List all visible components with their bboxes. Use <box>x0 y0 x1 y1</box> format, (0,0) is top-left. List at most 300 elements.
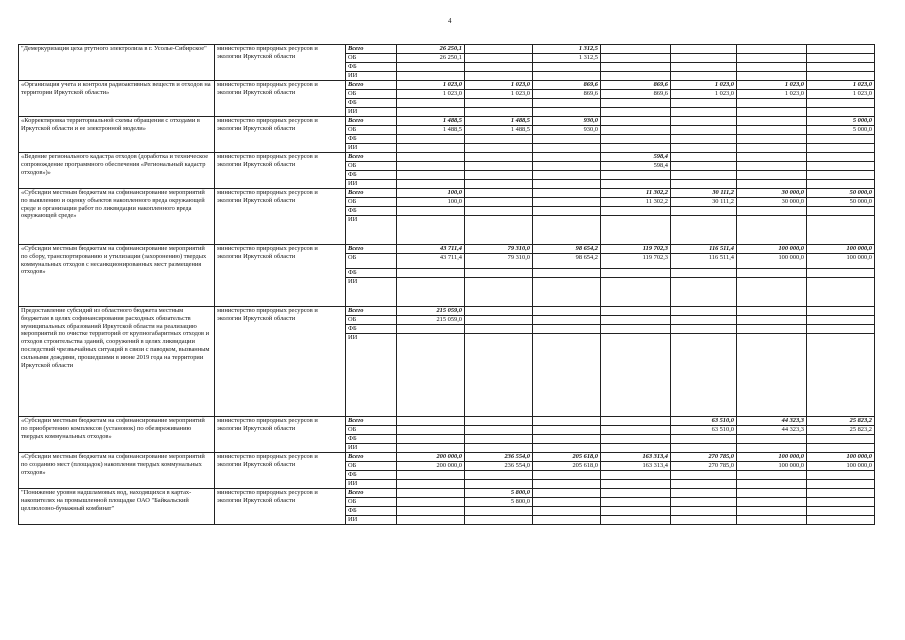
funding-source: ИИ <box>346 480 397 489</box>
funding-source: ИИ <box>346 216 397 245</box>
amount-cell <box>601 435 671 444</box>
funding-source: ОБ <box>346 316 397 325</box>
funding-source: ИИ <box>346 180 397 189</box>
amount-cell <box>601 471 671 480</box>
amount-cell: 26 250,1 <box>397 45 465 54</box>
amount-cell <box>671 171 737 180</box>
amount-cell <box>671 63 737 72</box>
funding-source: Всего <box>346 189 397 198</box>
amount-cell: 79 310,0 <box>465 245 533 254</box>
amount-cell <box>807 99 875 108</box>
amount-cell: 25 823,2 <box>807 426 875 435</box>
amount-cell <box>601 45 671 54</box>
responsible-body: министерство природных ресурсов и экологии Иркутской области <box>215 81 346 117</box>
amount-cell <box>533 417 601 426</box>
amount-cell: 1 488,5 <box>465 117 533 126</box>
amount-cell <box>397 162 465 171</box>
amount-cell <box>737 171 807 180</box>
amount-cell: 30 000,0 <box>737 189 807 198</box>
funding-source: Всего <box>346 245 397 254</box>
table-row <box>19 453 875 462</box>
amount-cell: 100 000,0 <box>807 462 875 471</box>
amount-cell <box>601 216 671 245</box>
amount-cell <box>397 417 465 426</box>
responsible-body: министерство природных ресурсов и экологии Иркутской области <box>215 153 346 189</box>
amount-cell <box>671 471 737 480</box>
amount-cell <box>737 316 807 325</box>
amount-cell <box>533 108 601 117</box>
amount-cell <box>533 278 601 307</box>
amount-cell <box>737 162 807 171</box>
amount-cell <box>671 435 737 444</box>
amount-cell <box>601 507 671 516</box>
table-row <box>19 307 875 316</box>
funding-source: ОБ <box>346 254 397 269</box>
amount-cell <box>671 180 737 189</box>
amount-cell <box>807 54 875 63</box>
amount-cell <box>671 507 737 516</box>
amount-cell: 100 000,0 <box>807 245 875 254</box>
amount-cell: 1 023,0 <box>737 90 807 99</box>
amount-cell <box>737 180 807 189</box>
amount-cell: 1 023,0 <box>397 90 465 99</box>
amount-cell <box>465 63 533 72</box>
amount-cell <box>671 99 737 108</box>
funding-source: ОБ <box>346 54 397 63</box>
amount-cell <box>601 144 671 153</box>
amount-cell <box>533 207 601 216</box>
amount-cell <box>601 207 671 216</box>
amount-cell: 1 023,0 <box>737 81 807 90</box>
amount-cell <box>533 99 601 108</box>
amount-cell <box>737 498 807 507</box>
amount-cell <box>465 516 533 525</box>
amount-cell: 43 711,4 <box>397 254 465 269</box>
amount-cell: 869,6 <box>533 90 601 99</box>
amount-cell <box>671 307 737 316</box>
amount-cell <box>671 162 737 171</box>
amount-cell <box>671 216 737 245</box>
amount-cell <box>807 216 875 245</box>
amount-cell <box>671 144 737 153</box>
amount-cell <box>807 153 875 162</box>
amount-cell: 205 618,0 <box>533 462 601 471</box>
event-description: «Ведение регионального кадастра отходов (доработка и техническое сопровождение программного обеспечения «Региональный кадастр отходов»)» <box>19 153 215 189</box>
amount-cell <box>601 516 671 525</box>
amount-cell: 100,0 <box>397 189 465 198</box>
amount-cell <box>533 334 601 417</box>
amount-cell <box>737 334 807 417</box>
funding-source: ОБ <box>346 126 397 135</box>
funding-source: ФБ <box>346 135 397 144</box>
amount-cell <box>601 325 671 334</box>
amount-cell <box>601 180 671 189</box>
amount-cell <box>465 153 533 162</box>
amount-cell <box>533 171 601 180</box>
amount-cell <box>465 471 533 480</box>
responsible-body: министерство природных ресурсов и экологии Иркутской области <box>215 117 346 153</box>
amount-cell <box>807 316 875 325</box>
amount-cell <box>397 444 465 453</box>
amount-cell: 116 511,4 <box>671 254 737 269</box>
amount-cell <box>465 417 533 426</box>
amount-cell <box>465 435 533 444</box>
amount-cell <box>601 316 671 325</box>
amount-cell: 100 000,0 <box>807 254 875 269</box>
amount-cell <box>807 278 875 307</box>
table-row <box>19 245 875 254</box>
responsible-body: министерство природных ресурсов и экологии Иркутской области <box>215 245 346 307</box>
amount-cell <box>533 444 601 453</box>
funding-source: Всего <box>346 307 397 316</box>
amount-cell <box>601 63 671 72</box>
amount-cell: 5 000,0 <box>807 117 875 126</box>
amount-cell <box>737 507 807 516</box>
amount-cell: 119 702,3 <box>601 254 671 269</box>
table-row <box>19 81 875 90</box>
event-description: Предоставление субсидий из областного бюджета местным бюджетам в целях софинансирования расходных обязательств муниципальных образований Иркутской области на реализацию мероприятий по очистке территорий от крупногабаритных отходов и отходов строительства зданий, сооружений в целях ликвидации последствий чрезвычайных ситуаций в связи с паводком, вызванным сильными дождями, прошедшими в июне 2019 года на территории Иркутской области <box>19 307 215 417</box>
amount-cell <box>465 54 533 63</box>
amount-cell: 100 000,0 <box>737 254 807 269</box>
funding-source: ФБ <box>346 507 397 516</box>
amount-cell: 236 554,0 <box>465 453 533 462</box>
amount-cell <box>671 117 737 126</box>
amount-cell <box>397 135 465 144</box>
amount-cell: 79 310,0 <box>465 254 533 269</box>
amount-cell: 869,6 <box>533 81 601 90</box>
funding-source: ИИ <box>346 108 397 117</box>
amount-cell: 163 313,4 <box>601 462 671 471</box>
amount-cell: 1 488,5 <box>397 126 465 135</box>
amount-cell <box>671 126 737 135</box>
amount-cell <box>533 153 601 162</box>
amount-cell <box>671 516 737 525</box>
amount-cell <box>807 162 875 171</box>
amount-cell: 1 488,5 <box>397 117 465 126</box>
amount-cell <box>397 216 465 245</box>
amount-cell: 1 023,0 <box>807 81 875 90</box>
amount-cell: 11 302,2 <box>601 198 671 207</box>
amount-cell <box>397 334 465 417</box>
amount-cell <box>671 45 737 54</box>
amount-cell: 26 250,1 <box>397 54 465 63</box>
amount-cell: 215 059,0 <box>397 316 465 325</box>
amount-cell <box>533 63 601 72</box>
amount-cell: 119 702,3 <box>601 245 671 254</box>
amount-cell: 205 618,0 <box>533 453 601 462</box>
amount-cell <box>807 269 875 278</box>
amount-cell <box>533 216 601 245</box>
amount-cell <box>807 45 875 54</box>
amount-cell <box>671 498 737 507</box>
amount-cell: 869,6 <box>601 81 671 90</box>
amount-cell <box>601 444 671 453</box>
amount-cell <box>533 198 601 207</box>
amount-cell <box>465 334 533 417</box>
funding-source: ОБ <box>346 162 397 171</box>
amount-cell <box>601 307 671 316</box>
amount-cell: 25 823,2 <box>807 417 875 426</box>
amount-cell <box>737 99 807 108</box>
funding-source: ФБ <box>346 435 397 444</box>
amount-cell <box>807 72 875 81</box>
amount-cell: 30 111,2 <box>671 189 737 198</box>
amount-cell <box>807 325 875 334</box>
table-row <box>19 117 875 126</box>
funding-source: ИИ <box>346 334 397 417</box>
amount-cell <box>671 269 737 278</box>
amount-cell <box>737 72 807 81</box>
amount-cell: 30 000,0 <box>737 198 807 207</box>
amount-cell <box>533 489 601 498</box>
amount-cell: 50 000,0 <box>807 189 875 198</box>
funding-source: ИИ <box>346 516 397 525</box>
amount-cell <box>465 316 533 325</box>
table-row <box>19 153 875 162</box>
amount-cell <box>465 278 533 307</box>
amount-cell <box>533 72 601 81</box>
amount-cell: 1 023,0 <box>465 90 533 99</box>
amount-cell: 270 785,0 <box>671 462 737 471</box>
funding-source: Всего <box>346 489 397 498</box>
amount-cell: 63 510,0 <box>671 426 737 435</box>
funding-source: Всего <box>346 153 397 162</box>
event-description: «Субсидии местным бюджетам на софинансирование мероприятий по приобретению комплексов (установок) по обезвреживанию твердых коммунальных отходов» <box>19 417 215 453</box>
amount-cell <box>465 426 533 435</box>
amount-cell <box>465 307 533 316</box>
amount-cell <box>601 54 671 63</box>
event-description: «Субсидии местным бюджетам на софинансирование мероприятий по созданию мест (площадок) накопления твердых коммунальных отходов» <box>19 453 215 489</box>
amount-cell <box>601 498 671 507</box>
amount-cell <box>737 153 807 162</box>
event-description: «Субсидии местным бюджетам на софинансирование мероприятий по выявлению и оценку объектов накопленного вреда окружающей среде и организации работ по ликвидации накопленного вреда окружающей среде» <box>19 189 215 245</box>
amount-cell <box>807 108 875 117</box>
amount-cell: 30 111,2 <box>671 198 737 207</box>
amount-cell <box>737 516 807 525</box>
amount-cell: 930,0 <box>533 126 601 135</box>
amount-cell: 43 711,4 <box>397 245 465 254</box>
amount-cell <box>671 54 737 63</box>
amount-cell <box>465 207 533 216</box>
amount-cell <box>397 63 465 72</box>
amount-cell <box>671 207 737 216</box>
amount-cell <box>533 180 601 189</box>
amount-cell <box>397 171 465 180</box>
amount-cell: 869,6 <box>601 90 671 99</box>
amount-cell <box>807 171 875 180</box>
amount-cell <box>465 99 533 108</box>
funding-source: ИИ <box>346 144 397 153</box>
amount-cell <box>737 126 807 135</box>
amount-cell <box>737 216 807 245</box>
funding-source: ФБ <box>346 325 397 334</box>
amount-cell <box>533 498 601 507</box>
amount-cell <box>807 435 875 444</box>
amount-cell <box>465 144 533 153</box>
funding-source: ФБ <box>346 471 397 480</box>
responsible-body: министерство природных ресурсов и экологии Иркутской области <box>215 45 346 81</box>
table-row <box>19 45 875 54</box>
amount-cell: 598,4 <box>601 153 671 162</box>
amount-cell <box>397 144 465 153</box>
amount-cell: 100,0 <box>397 198 465 207</box>
amount-cell <box>601 72 671 81</box>
funding-source: ФБ <box>346 207 397 216</box>
amount-cell: 1 312,5 <box>533 45 601 54</box>
amount-cell <box>601 269 671 278</box>
amount-cell <box>807 444 875 453</box>
amount-cell <box>807 135 875 144</box>
amount-cell: 1 023,0 <box>807 90 875 99</box>
amount-cell <box>807 180 875 189</box>
event-description: «Корректировка территориальной схемы обращения с отходами в Иркутской области и ее электронной модели» <box>19 117 215 153</box>
amount-cell <box>533 307 601 316</box>
amount-cell <box>533 135 601 144</box>
event-description: "Понижение уровня надшламовых вод, находящихся в картах-накопителях на промышленной площадке ОАО "Байкальский целлюлозно-бумажный комбинат" <box>19 489 215 525</box>
amount-cell <box>737 325 807 334</box>
amount-cell <box>533 269 601 278</box>
amount-cell: 98 654,2 <box>533 245 601 254</box>
amount-cell: 100 000,0 <box>737 245 807 254</box>
amount-cell <box>737 444 807 453</box>
amount-cell <box>737 135 807 144</box>
page-number: 4 <box>448 17 452 25</box>
amount-cell <box>737 489 807 498</box>
amount-cell <box>465 72 533 81</box>
amount-cell <box>737 207 807 216</box>
funding-source: ФБ <box>346 171 397 180</box>
amount-cell <box>397 325 465 334</box>
amount-cell <box>671 444 737 453</box>
amount-cell <box>737 307 807 316</box>
amount-cell: 5 800,0 <box>465 489 533 498</box>
amount-cell <box>465 507 533 516</box>
amount-cell <box>737 269 807 278</box>
funding-source: ФБ <box>346 269 397 278</box>
amount-cell: 100 000,0 <box>737 453 807 462</box>
amount-cell <box>533 316 601 325</box>
funding-source: ОБ <box>346 498 397 507</box>
amount-cell <box>465 216 533 245</box>
amount-cell <box>533 435 601 444</box>
amount-cell: 270 785,0 <box>671 453 737 462</box>
amount-cell: 100 000,0 <box>807 453 875 462</box>
amount-cell: 116 511,4 <box>671 245 737 254</box>
amount-cell <box>601 135 671 144</box>
amount-cell <box>465 180 533 189</box>
amount-cell <box>397 480 465 489</box>
event-description: «Субсидии местным бюджетам на софинансирование мероприятий по сбору, транспортированию и утилизации (захоронению) твердых коммунальных отходов с несанкционированных мест размещения отходов» <box>19 245 215 307</box>
table-row <box>19 489 875 498</box>
amount-cell <box>397 207 465 216</box>
amount-cell <box>671 480 737 489</box>
amount-cell <box>807 471 875 480</box>
amount-cell <box>465 480 533 489</box>
event-description: "Демеркуризация цеха ртутного электролиза в г. Усолье-Сибирское" <box>19 45 215 81</box>
amount-cell <box>533 516 601 525</box>
amount-cell <box>807 507 875 516</box>
amount-cell: 1 023,0 <box>671 90 737 99</box>
budget-table <box>18 44 875 525</box>
amount-cell <box>671 325 737 334</box>
amount-cell: 236 554,0 <box>465 462 533 471</box>
amount-cell <box>737 63 807 72</box>
amount-cell <box>601 426 671 435</box>
amount-cell <box>737 108 807 117</box>
amount-cell <box>397 108 465 117</box>
amount-cell <box>807 207 875 216</box>
amount-cell <box>601 278 671 307</box>
amount-cell <box>737 278 807 307</box>
amount-cell <box>533 426 601 435</box>
funding-source: ИИ <box>346 444 397 453</box>
funding-source: Всего <box>346 417 397 426</box>
amount-cell <box>601 99 671 108</box>
amount-cell <box>671 108 737 117</box>
amount-cell <box>737 471 807 480</box>
amount-cell <box>465 171 533 180</box>
amount-cell: 598,4 <box>601 162 671 171</box>
amount-cell <box>807 498 875 507</box>
amount-cell: 98 654,2 <box>533 254 601 269</box>
amount-cell <box>533 325 601 334</box>
amount-cell <box>465 189 533 198</box>
amount-cell <box>601 117 671 126</box>
amount-cell <box>397 498 465 507</box>
amount-cell: 44 323,3 <box>737 417 807 426</box>
amount-cell <box>737 54 807 63</box>
responsible-body: министерство природных ресурсов и экологии Иркутской области <box>215 189 346 245</box>
amount-cell <box>397 278 465 307</box>
amount-cell <box>807 489 875 498</box>
amount-cell <box>737 117 807 126</box>
amount-cell <box>465 135 533 144</box>
amount-cell <box>737 480 807 489</box>
amount-cell <box>397 435 465 444</box>
funding-source: ФБ <box>346 63 397 72</box>
amount-cell <box>601 108 671 117</box>
amount-cell: 1 488,5 <box>465 126 533 135</box>
responsible-body: министерство природных ресурсов и экологии Иркутской области <box>215 453 346 489</box>
amount-cell <box>601 126 671 135</box>
amount-cell: 200 000,0 <box>397 462 465 471</box>
amount-cell <box>397 180 465 189</box>
amount-cell <box>807 144 875 153</box>
amount-cell: 930,0 <box>533 117 601 126</box>
amount-cell <box>601 489 671 498</box>
amount-cell <box>465 198 533 207</box>
amount-cell <box>465 162 533 171</box>
amount-cell: 1 023,0 <box>397 81 465 90</box>
amount-cell <box>807 516 875 525</box>
event-description: «Организация учета и контроля радиоактивных веществ и отходов на территории Иркутской области» <box>19 81 215 117</box>
amount-cell <box>533 144 601 153</box>
amount-cell <box>465 108 533 117</box>
amount-cell <box>737 144 807 153</box>
funding-source: ИИ <box>346 72 397 81</box>
funding-source: ИИ <box>346 278 397 307</box>
funding-source: Всего <box>346 45 397 54</box>
amount-cell <box>671 489 737 498</box>
responsible-body: министерство природных ресурсов и экологии Иркутской области <box>215 307 346 417</box>
amount-cell <box>465 444 533 453</box>
amount-cell <box>465 269 533 278</box>
amount-cell: 1 023,0 <box>465 81 533 90</box>
amount-cell <box>601 417 671 426</box>
amount-cell <box>397 153 465 162</box>
amount-cell <box>397 507 465 516</box>
amount-cell: 5 000,0 <box>807 126 875 135</box>
